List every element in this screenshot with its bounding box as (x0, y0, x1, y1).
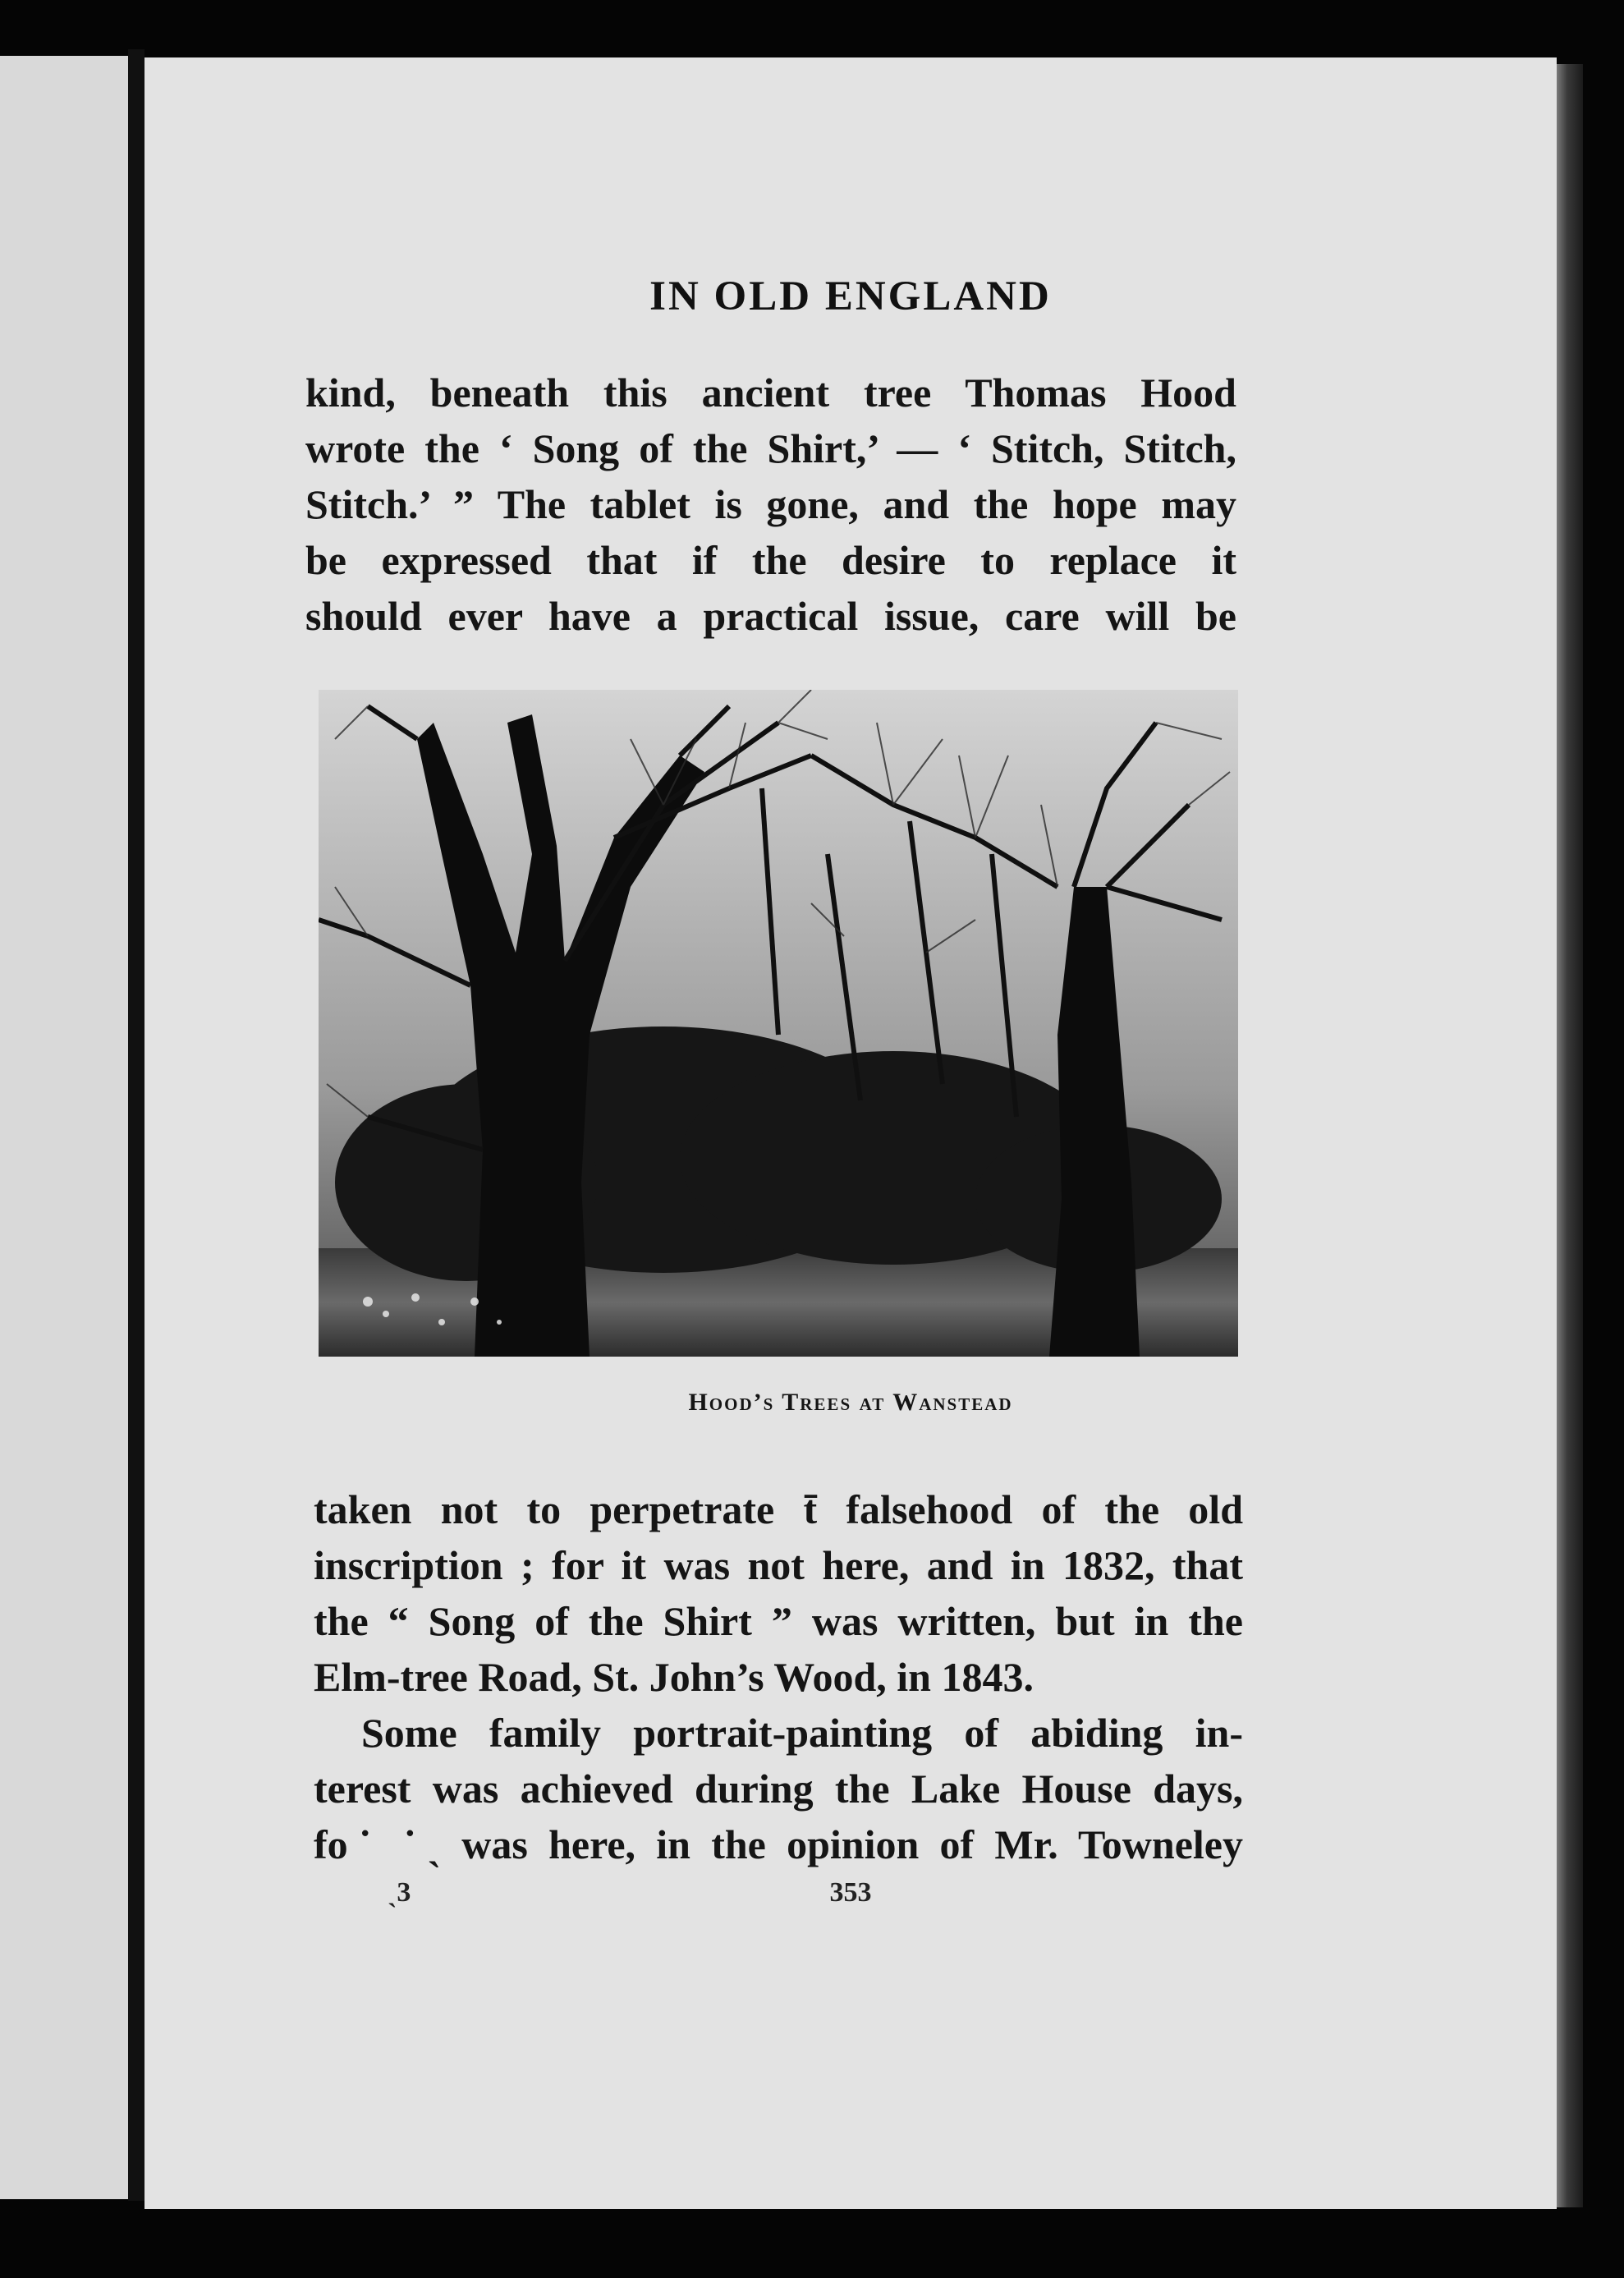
signature-mark: ˎ3 (388, 1877, 411, 1908)
text-line: Elm-tree Road, St. John’s Wood, in 1843. (314, 1654, 1034, 1700)
text-line: the “ Song of the Shirt ” was written, but in the (314, 1598, 1243, 1644)
text-line: inscription ; for it was not here, and in 1832, that (314, 1542, 1243, 1588)
text-line: taken not to perpetrate t̄̄ falsehood of the old (314, 1486, 1243, 1532)
facing-page-edge (0, 56, 128, 2199)
page-number: 353 (829, 1877, 872, 1908)
paragraph-bottom (314, 1481, 1243, 1872)
running-head: IN OLD ENGLAND (649, 273, 1052, 319)
book-gutter (128, 49, 145, 2201)
text-line: terest was achieved during the Lake House days, (314, 1766, 1243, 1812)
text-line: kind, beneath this ancient tree Thomas Hood (305, 370, 1236, 416)
page-edge-shadow (1557, 64, 1583, 2207)
text-line: should ever have a practical issue, care will be (305, 593, 1236, 639)
book-page (145, 57, 1557, 2209)
plate-caption: Hood’s Trees at Wanstead (688, 1389, 1013, 1416)
trees-photograph (319, 690, 1238, 1357)
text-line: Stitch.’ ” The tablet is gone, and the hope may (305, 481, 1236, 527)
text-line: be expressed that if the desire to replace it (305, 537, 1236, 583)
text-line: Some family portrait-painting of abiding in- (361, 1710, 1243, 1756)
photograph-plate (319, 690, 1238, 1357)
text-line: wrote the ‘ Song of the Shirt,’ — ‘ Stitch, Stitch, (305, 425, 1236, 471)
text-line: fo˙ ˙ˎ was here, in the opinion of Mr. Towneley (314, 1821, 1243, 1867)
paragraph-top (305, 365, 1236, 644)
